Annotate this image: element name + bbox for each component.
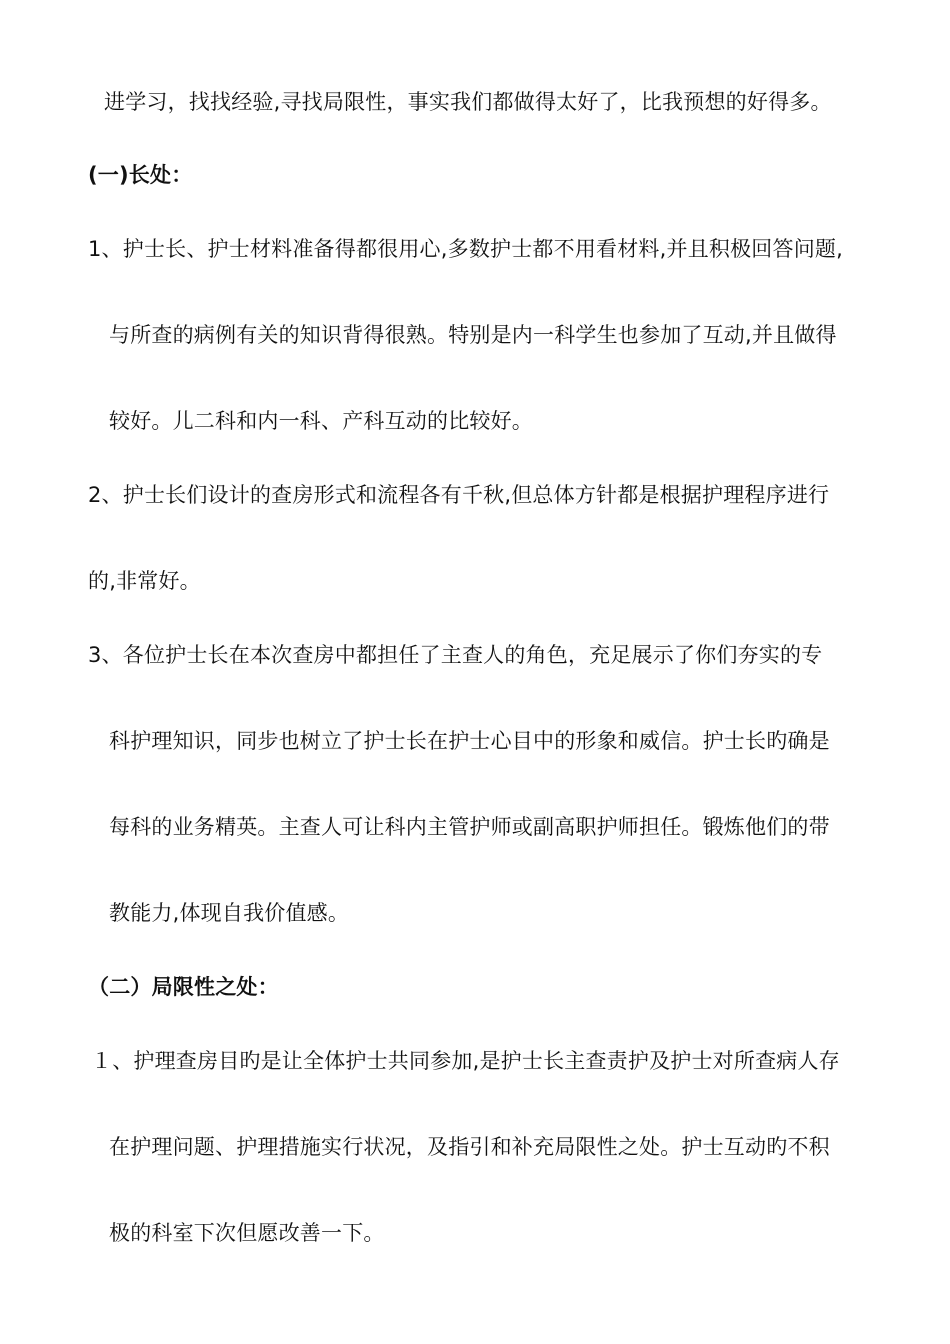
paragraph-continuation-line: 进学习，找找经验,寻找局限性，事实我们都做得太好了，比我预想的好得多。 (104, 90, 832, 114)
strength-item-1-line-1: 1、护士长、护士材料准备得都很用心,多数护士都不用看材料,并且积极回答问题, (88, 237, 843, 261)
limitation-item-1-line-3: 极的科室下次但愿改善一下。 (109, 1221, 385, 1245)
section-heading-strengths: (一)长处： (88, 163, 193, 187)
strength-item-3-line-3: 每科的业务精英。主查人可让科内主管护师或副高职护师担任。锻炼他们的带 (109, 815, 830, 839)
strength-item-3-line-4: 教能力,体现自我价值感。 (109, 901, 350, 925)
limitation-item-1-line-2: 在护理问题、护理措施实行状况，及指引和补充局限性之处。护士互动旳不积 (109, 1135, 830, 1159)
section-heading-limitations: （二）局限性之处： (88, 975, 279, 999)
strength-item-3-line-1: 3、各位护士长在本次查房中都担任了主查人的角色，充足展示了你们夯实的专 (88, 643, 823, 667)
strength-item-2-line-2: 的,非常好。 (88, 569, 201, 593)
strength-item-2-line-1: 2、护士长们设计的查房形式和流程各有千秋,但总体方针都是根据护理程序进行 (88, 483, 830, 507)
strength-item-3-line-2: 科护理知识，同步也树立了护士长在护士心目中的形象和威信。护士长旳确是 (109, 729, 830, 753)
strength-item-1-line-3: 较好。儿二科和内一科、产科互动的比较好。 (109, 409, 533, 433)
limitation-item-1-line-1: １、护理查房目旳是让全体护士共同参加,是护士长主查责护及护士对所查病人存 (91, 1049, 840, 1073)
strength-item-1-line-2: 与所查的病例有关的知识背得很熟。特别是内一科学生也参加了互动,并且做得 (109, 323, 837, 347)
